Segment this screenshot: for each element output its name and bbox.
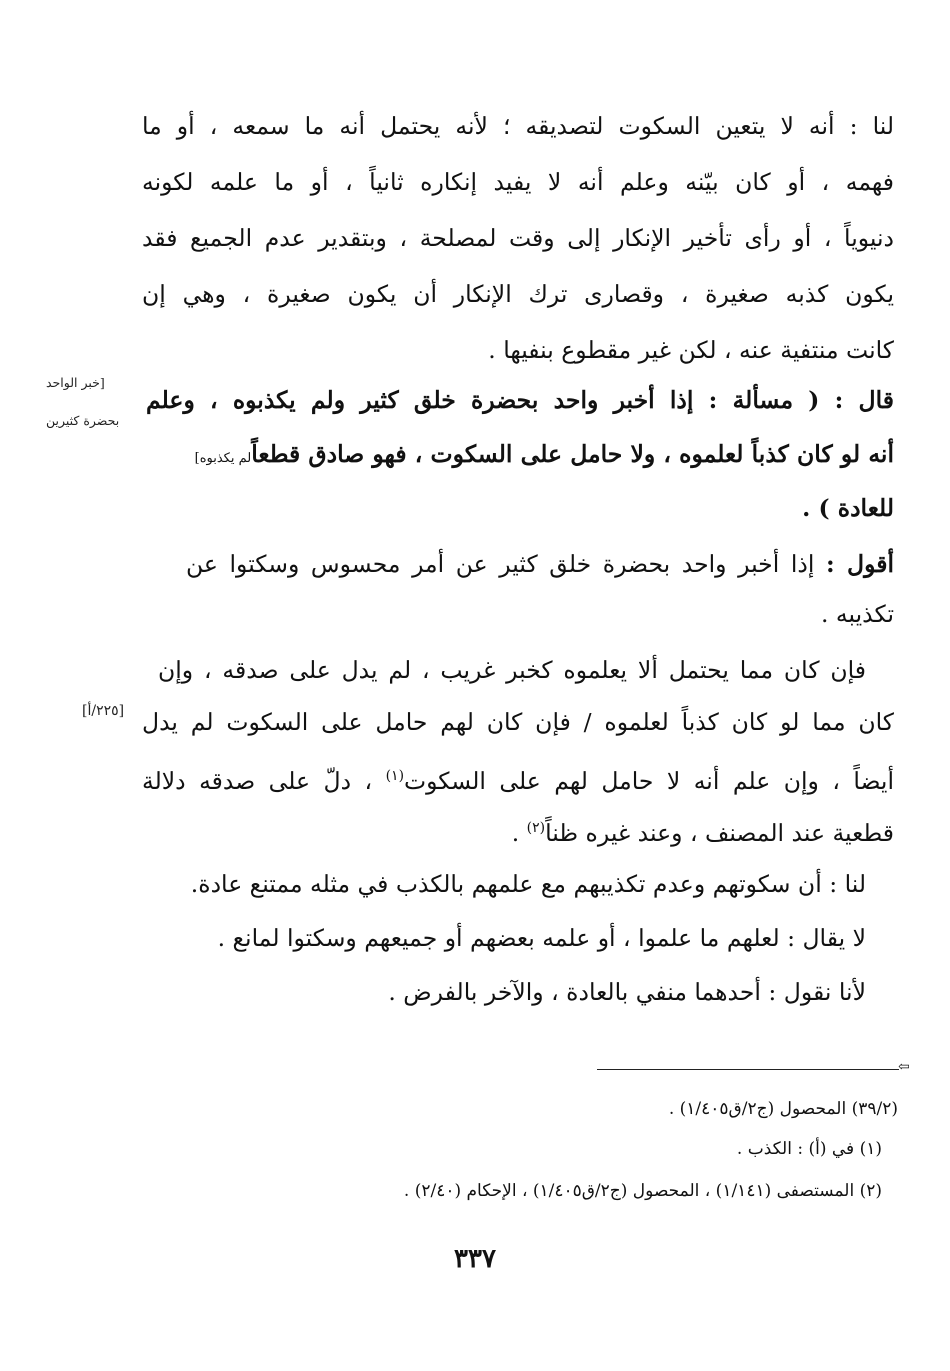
text-segment: . — [511, 818, 520, 847]
quote-line: للعادة ) . — [802, 494, 894, 522]
text-line: لأنا نقول : أحدهما منفي بالعادة ، والآخر بالفرض . — [388, 978, 866, 1006]
folio-marker: [٢٢٥/أ] — [82, 703, 125, 719]
text-line: كان مما لو كان كذباً لعلموه / فإن كان لهم حامل على السكوت لم يدل — [142, 708, 894, 736]
text-line: يكون كذبه صغيرة ، وقصارى ترك الإنكار أن يكون صغيرة ، وهي إن — [142, 280, 894, 308]
footnote: (٣٩/٢) المحصول (ج٢/ق١/٤٠٥) . — [668, 1099, 898, 1119]
text-line: فإن كان مما يحتمل ألا يعلموه كخبر غريب ، لم يدل على صدقه ، وإن — [158, 656, 866, 684]
text-line: دنيوياً ، أو رأى تأخير الإنكار إلى وقت لمصلحة ، وبتقدير عدم الجميع فقد — [142, 224, 894, 252]
paragraph-lead: أقول : — [826, 550, 894, 578]
footnote-marker: (١) — [385, 768, 405, 784]
text-line: فهمه ، أو كان بيّنه وعلم أنه لا يفيد إنكاره ثانياً ، أو ما علمه لكونه — [142, 168, 894, 196]
text-segment: أيضاً ، وإن علم أنه لا حامل لهم على السكوت — [404, 766, 894, 795]
quote-text: أنه لو كان كذباً لعلموه ، ولا حامل على السكوت ، فهو صادق قطعاً — [251, 440, 894, 468]
page-number: ٣٣٧ — [454, 1244, 496, 1274]
footnote: (١) في (أ) : الكذب . — [736, 1139, 882, 1159]
quote-line — [146, 378, 894, 422]
margin-note-line: [خبر الواحد — [46, 375, 105, 390]
quote-text: ( مسألة : إذا أخبر واحد بحضرة خلق كثير ولم يكذبوه ، وعلم — [146, 386, 820, 414]
text-line: لا يقال : لعلهم ما علموا ، أو علمه بعضهم أو جميعهم وسكتوا لمانع . — [217, 924, 866, 952]
quote-line — [195, 432, 894, 481]
quote-lead: قال : — [834, 386, 894, 414]
paragraph-text: إذا أخبر واحد بحضرة خلق كثير عن أمر محسوس وسكتوا عن — [186, 550, 815, 578]
text-segment: ، دلّ على صدقه دلالة — [142, 766, 373, 795]
text-line: لنا : أن سكوتهم وعدم تكذيبهم مع علمهم بالكذب في مثله ممتنع عادة. — [190, 870, 866, 898]
footnote-separator — [597, 1069, 899, 1070]
inline-margin-note: لم يكذبوه] — [194, 451, 252, 466]
text-line — [512, 806, 894, 855]
footnote-marker: (٢) — [526, 820, 546, 836]
footnote: (٢) المستصفى (١/١٤١) ، المحصول (ج٢/ق١/٤٠٥) ، الإحكام (٢/٤٠) . — [403, 1181, 882, 1201]
arrow-icon: ⇦ — [898, 1059, 910, 1075]
text-line — [142, 754, 894, 803]
text-line: كانت منتفية عنه ، لكن غير مقطوع بنفيها . — [488, 336, 894, 364]
text-segment: قطعية عند المصنف ، وعند غيره ظناً — [545, 818, 894, 847]
text-line: تكذيبه . — [820, 600, 894, 628]
text-line — [186, 542, 894, 586]
margin-note-line: بحضرة كثيرين — [46, 413, 120, 428]
text-line: لنا : أنه لا يتعين السكوت لتصديقه ؛ لأنه يحتمل أنه ما سمعه ، أو ما — [142, 112, 894, 140]
